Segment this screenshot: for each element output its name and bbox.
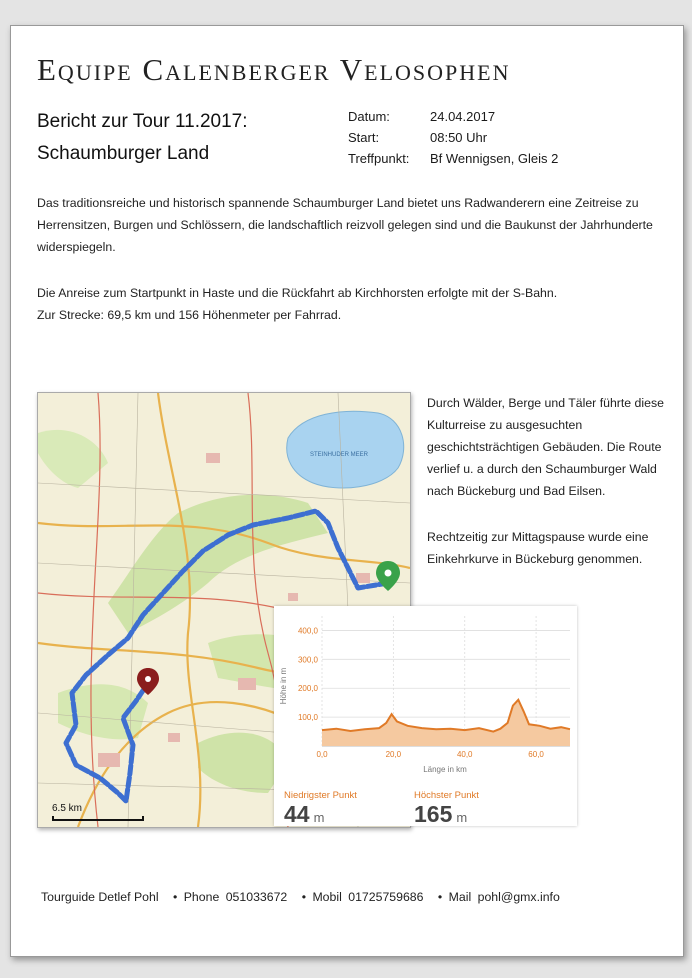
mail-address: pohl@gmx.info	[477, 890, 560, 904]
contact-footer	[41, 890, 563, 904]
mobil-number: 01725759686	[348, 890, 424, 904]
distance-line: Zur Strecke: 69,5 km und 156 Höhenmeter per Fahrrad.	[37, 308, 342, 322]
meta-row-meeting-point	[348, 148, 558, 169]
route-description: Durch Wälder, Berge und Täler führte diese Kulturreise zu ausgesuchten geschichtsträchtigen Gebäuden. Die Route verlief u. a durch den Schaumburger Wald nach Bückeburg und Bad Eilsen.	[427, 396, 664, 498]
elevation-profile	[274, 606, 577, 826]
lowest-point-stat	[284, 790, 357, 828]
x-tick-label: 40,0	[456, 750, 473, 759]
tour-report-page	[10, 25, 684, 957]
separator: •	[301, 890, 307, 904]
lowest-point-unit: m	[313, 810, 325, 825]
phone-label: Phone	[183, 890, 220, 904]
y-tick-label: 300,0	[297, 655, 318, 665]
mail-label: Mail	[448, 890, 472, 904]
elevation-area	[322, 700, 570, 746]
separator: •	[173, 890, 178, 904]
x-tick-label: 20,0	[385, 750, 402, 759]
meta-value: 08:50 Uhr	[430, 130, 488, 145]
highest-point-unit: m	[456, 810, 468, 825]
scale-label: 6.5 km	[52, 803, 83, 814]
travel-paragraph	[37, 282, 665, 326]
lake-label: STEINHUDER MEER	[310, 452, 369, 458]
highest-point-label: Höchster Punkt	[414, 790, 479, 801]
x-tick-label: 60,0	[528, 750, 544, 759]
y-tick-label: 100,0	[297, 713, 318, 723]
mobil-label: Mobil	[312, 890, 342, 904]
elevation-chart	[274, 606, 577, 781]
map-scale	[52, 803, 82, 814]
meta-row-start	[348, 127, 558, 148]
scale-bar	[52, 816, 144, 821]
meta-row-date	[348, 106, 558, 127]
meta-label: Treffpunkt:	[348, 151, 410, 166]
highest-point-stat	[414, 790, 479, 828]
report-heading-line1: Bericht zur Tour 11.2017:	[37, 111, 248, 132]
meta-label: Datum:	[348, 109, 390, 124]
highest-point-value: 165	[414, 801, 453, 827]
guide-name: Tourguide Detlef Pohl	[41, 890, 159, 904]
y-axis-label: Höhe in m	[279, 667, 288, 705]
travel-line: Die Anreise zum Startpunkt in Haste und die Rückfahrt ab Kirchhorsten erfolgte mit der S-Bahn.	[37, 286, 558, 300]
report-heading-line2: Schaumburger Land	[37, 143, 210, 164]
club-title: Equipe Calenberger Velosophen	[37, 52, 511, 87]
lowest-point-label: Niedrigster Punkt	[284, 790, 357, 801]
phone-number: 051033672	[225, 890, 288, 904]
meta-value: 24.04.2017	[430, 109, 496, 124]
meta-value: Bf Wennigsen, Gleis 2	[430, 151, 559, 166]
report-heading	[37, 106, 248, 170]
separator: •	[437, 890, 443, 904]
x-tick-label: 0,0	[316, 750, 328, 759]
lowest-point-value: 44	[284, 801, 310, 827]
y-tick-label: 400,0	[297, 626, 318, 636]
intro-paragraph: Das traditionsreiche und historisch spannende Schaumburger Land bietet uns Radwanderern eine Zeitreise zu Herrensitzen, Burgen und Schlössern, die landschaftlich reizvoll gelegen sind und die Baukunst der Jahrhunderte widerspiegeln.	[37, 196, 653, 254]
meta-label: Start:	[348, 130, 380, 145]
y-tick-label: 200,0	[297, 684, 318, 694]
x-axis-label: Länge in km	[423, 765, 467, 774]
tour-meta	[348, 106, 558, 169]
lunch-note: Rechtzeitig zur Mittagspause wurde eine Einkehrkurve in Bückeburg genommen.	[427, 530, 649, 566]
